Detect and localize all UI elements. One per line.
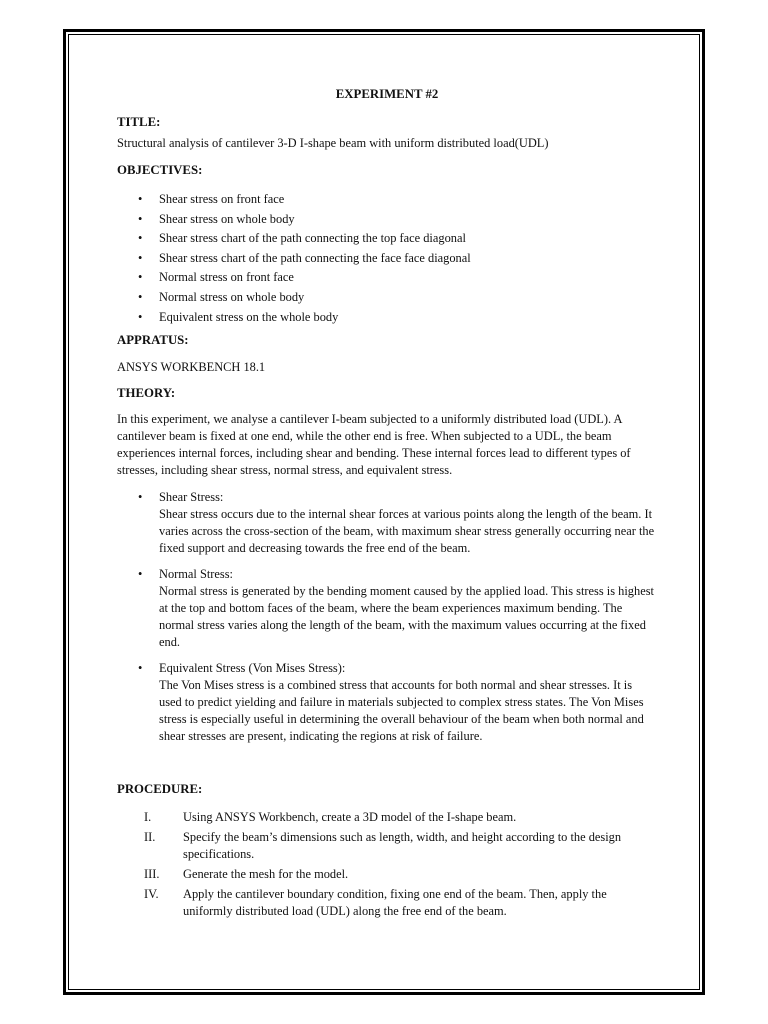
bullet-icon: • bbox=[138, 231, 143, 246]
list-item bbox=[117, 309, 657, 329]
theory-item-body: The Von Mises stress is a combined stress that accounts for both normal and shear stresses. It is used to predict yielding and failure in materials subjected to complex stress states. The Von Mises stress is especially useful in determining the overall behaviour of the beam when both normal and shear stresses are present, indicating the regions at risk of failure. bbox=[159, 678, 644, 744]
title-heading: TITLE: bbox=[117, 115, 161, 129]
procedure-step bbox=[117, 886, 657, 920]
list-item bbox=[117, 250, 657, 270]
procedure-step-text: Using ANSYS Workbench, create a 3D model of the I-shape beam. bbox=[183, 810, 517, 825]
procedure-step-text: Specify the beam’s dimensions such as length, width, and height according to the design specifications. bbox=[183, 830, 622, 862]
procedure-step-number: III. bbox=[144, 867, 160, 882]
procedure-heading: PROCEDURE: bbox=[117, 782, 203, 797]
theory-item-body: Normal stress is generated by the bending moment caused by the applied load. This stress is highest at the top and bottom faces of the beam, where the beam experiences maximum bending. The normal stress varies along the length of the beam, with the maximum values occurring at the fixed end. bbox=[159, 584, 654, 650]
theory-heading: THEORY: bbox=[117, 386, 176, 401]
procedure-step-text: Apply the cantilever boundary condition, fixing one end of the beam. Then, apply the uniformly distributed load (UDL) along the free end of the beam. bbox=[183, 887, 607, 919]
procedure-list bbox=[117, 809, 657, 920]
list-item bbox=[117, 230, 657, 250]
apparatus-heading: APPRATUS: bbox=[117, 333, 189, 348]
theory-item-shear bbox=[117, 489, 657, 557]
bullet-icon: • bbox=[138, 490, 143, 505]
theory-intro: In this experiment, we analyse a cantilever I-beam subjected to a uniformly distributed load (UDL). A cantilever beam is fixed at one end, while the other end is free. When subjected to a UDL, the beam experiences internal forces, including shear and bending. These internal forces lead to different types of stresses, including shear stress, normal stress, and equivalent stress. bbox=[117, 412, 631, 478]
bullet-icon: • bbox=[138, 289, 143, 304]
experiment-title: EXPERIMENT #2 bbox=[335, 87, 439, 101]
bullet-icon: • bbox=[138, 250, 143, 265]
procedure-step-number: II. bbox=[144, 830, 156, 845]
bullet-icon: • bbox=[138, 567, 143, 582]
objective-text: Normal stress on whole body bbox=[159, 289, 305, 304]
theory-item-title: Equivalent Stress (Von Mises Stress): bbox=[159, 661, 346, 676]
objective-text: Shear stress on front face bbox=[159, 192, 285, 206]
bullet-icon: • bbox=[138, 270, 143, 285]
list-item bbox=[117, 269, 657, 289]
procedure-step-number: I. bbox=[144, 810, 152, 825]
theory-item-body: Shear stress occurs due to the internal shear forces at various points along the length of the beam. It varies across the cross-section of the beam, with maximum shear stress generally occurring near the fixed support and decreasing towards the free end of the beam. bbox=[159, 507, 655, 556]
document-body bbox=[117, 86, 657, 920]
objective-text: Shear stress on whole body bbox=[159, 211, 295, 226]
theory-item-title: Shear Stress: bbox=[159, 490, 224, 505]
objective-text: Normal stress on front face bbox=[159, 270, 294, 285]
procedure-step bbox=[117, 809, 657, 826]
bullet-icon: • bbox=[138, 211, 143, 226]
list-item bbox=[117, 211, 657, 231]
list-item bbox=[117, 289, 657, 309]
objectives-list bbox=[117, 191, 657, 328]
theory-item-title: Normal Stress: bbox=[159, 567, 233, 582]
bullet-icon: • bbox=[138, 661, 143, 676]
objective-text: Shear stress chart of the path connecting the face face diagonal bbox=[159, 250, 471, 265]
bullet-icon: • bbox=[138, 309, 143, 324]
objective-text: Shear stress chart of the path connecting the top face diagonal bbox=[159, 231, 466, 246]
apparatus-text: ANSYS WORKBENCH 18.1 bbox=[117, 360, 266, 375]
procedure-step bbox=[117, 866, 657, 883]
list-item bbox=[117, 191, 657, 211]
objectives-heading: OBJECTIVES: bbox=[117, 163, 203, 177]
procedure-step-number: IV. bbox=[144, 887, 159, 902]
theory-item-normal bbox=[117, 566, 657, 651]
objective-text: Equivalent stress on the whole body bbox=[159, 309, 339, 324]
bullet-icon: • bbox=[138, 192, 143, 206]
procedure-step bbox=[117, 829, 657, 863]
theory-item-equivalent bbox=[117, 660, 657, 745]
title-text: Structural analysis of cantilever 3-D I-shape beam with uniform distributed load(UDL) bbox=[117, 136, 549, 150]
procedure-step-text: Generate the mesh for the model. bbox=[183, 867, 349, 882]
